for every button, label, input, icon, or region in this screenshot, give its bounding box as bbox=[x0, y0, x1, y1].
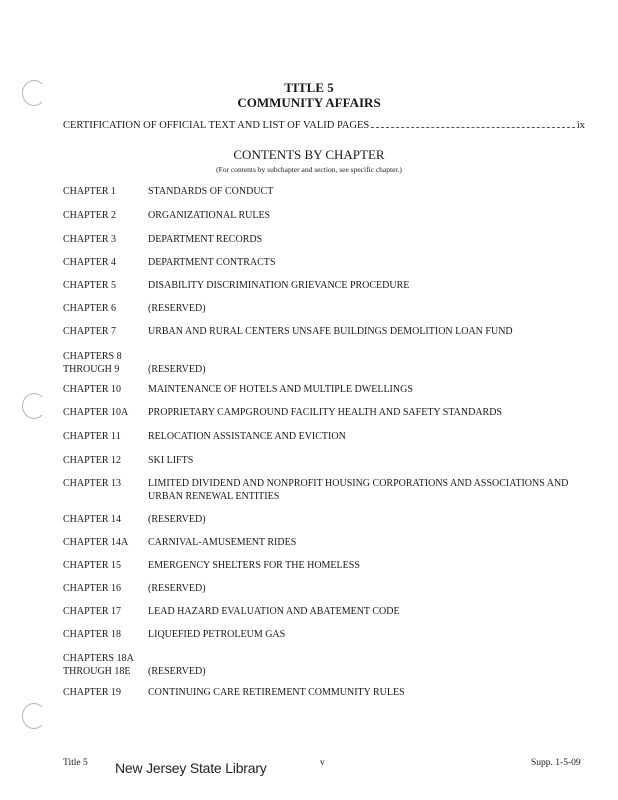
chapter-label-line: CHAPTER 17 bbox=[63, 606, 122, 617]
library-stamp: New Jersey State Library bbox=[115, 760, 267, 776]
chapter-title: (RESERVED) bbox=[148, 303, 206, 314]
chapter-label-line: CHAPTER 14A bbox=[63, 537, 129, 548]
contents-note: (For contents by subchapter and section, see specific chapter.) bbox=[216, 165, 402, 174]
chapter-label-line: CHAPTER 12 bbox=[63, 455, 122, 466]
chapter-label-line: CHAPTER 4 bbox=[63, 257, 117, 268]
chapter-title: URBAN AND RURAL CENTERS UNSAFE BUILDINGS DEMOLITION LOAN FUND bbox=[148, 326, 513, 337]
chapter-label bbox=[63, 687, 147, 700]
chapter-title: LEAD HAZARD EVALUATION AND ABATEMENT CODE bbox=[148, 606, 400, 617]
chapter-label-line: THROUGH 9 bbox=[63, 363, 120, 375]
chapter-title: (RESERVED) bbox=[148, 514, 206, 525]
chapter-label-line: CHAPTER 10 bbox=[63, 384, 122, 395]
chapter-label-line: CHAPTER 11 bbox=[63, 431, 121, 442]
chapter-label bbox=[63, 606, 147, 619]
chapter-label-line: CHAPTER 3 bbox=[63, 234, 117, 245]
punch-hole-icon bbox=[22, 393, 46, 419]
chapter-label-line: CHAPTER 10A bbox=[63, 407, 129, 418]
chapter-label-line: CHAPTER 19 bbox=[63, 687, 122, 698]
chapter-label bbox=[63, 514, 147, 527]
chapter-label-line: THROUGH 18E bbox=[63, 665, 131, 677]
chapter-label bbox=[63, 351, 147, 376]
chapter-title: (RESERVED) bbox=[148, 363, 206, 375]
page-number: v bbox=[320, 758, 325, 768]
chapter-title: LIQUEFIED PETROLEUM GAS bbox=[148, 629, 286, 640]
chapter-label bbox=[63, 455, 147, 468]
chapter-label-line: CHAPTER 6 bbox=[63, 303, 117, 314]
chapter-label bbox=[63, 537, 147, 550]
chapter-title: DISABILITY DISCRIMINATION GRIEVANCE PROCEDURE bbox=[148, 280, 410, 291]
chapter-label bbox=[63, 560, 147, 573]
certification-text: CERTIFICATION OF OFFICIAL TEXT AND LIST OF VALID PAGES bbox=[63, 120, 370, 131]
chapter-label-line: CHAPTERS 18A bbox=[63, 653, 134, 664]
punch-hole-icon bbox=[22, 80, 46, 106]
chapter-label bbox=[63, 303, 147, 316]
chapter-label bbox=[63, 210, 147, 223]
chapter-label-line: CHAPTER 7 bbox=[63, 326, 117, 337]
chapter-title: MAINTENANCE OF HOTELS AND MULTIPLE DWELLINGS bbox=[148, 384, 413, 395]
page-subtitle: COMMUNITY AFFAIRS bbox=[237, 95, 381, 110]
chapter-title: PROPRIETARY CAMPGROUND FACILITY HEALTH AND SAFETY STANDARDS bbox=[148, 407, 502, 418]
chapter-label bbox=[63, 280, 147, 293]
chapter-label-line: CHAPTER 1 bbox=[63, 186, 117, 197]
chapter-label-line: CHAPTER 2 bbox=[63, 210, 117, 221]
chapter-title: EMERGENCY SHELTERS FOR THE HOMELESS bbox=[148, 560, 360, 571]
chapter-label bbox=[63, 653, 147, 678]
chapter-title: (RESERVED) bbox=[148, 583, 206, 594]
chapter-label bbox=[63, 234, 147, 247]
chapter-label bbox=[63, 407, 147, 420]
chapter-title: SKI LIFTS bbox=[148, 455, 194, 466]
chapter-title: DEPARTMENT CONTRACTS bbox=[148, 257, 276, 268]
supplement-date: Supp. 1-5-09 bbox=[531, 758, 581, 768]
chapter-label-line: CHAPTER 13 bbox=[63, 478, 122, 489]
chapter-label bbox=[63, 583, 147, 596]
chapter-label-line: CHAPTER 16 bbox=[63, 583, 122, 594]
punch-hole-icon bbox=[22, 703, 46, 729]
footer-title: Title 5 bbox=[63, 758, 88, 768]
chapter-title: RELOCATION ASSISTANCE AND EVICTION bbox=[148, 431, 346, 442]
certification-line bbox=[63, 120, 585, 131]
chapter-label-line: CHAPTER 15 bbox=[63, 560, 122, 571]
chapter-title: CARNIVAL-AMUSEMENT RIDES bbox=[148, 537, 297, 548]
chapter-label bbox=[63, 384, 147, 397]
certification-page: ix bbox=[576, 120, 585, 131]
chapter-title: CONTINUING CARE RETIREMENT COMMUNITY RULES bbox=[148, 687, 405, 698]
chapter-label bbox=[63, 186, 147, 199]
chapter-title: DEPARTMENT RECORDS bbox=[148, 234, 263, 245]
chapter-label bbox=[63, 326, 147, 339]
chapter-title: STANDARDS OF CONDUCT bbox=[148, 186, 274, 197]
chapter-title: (RESERVED) bbox=[148, 665, 206, 677]
chapter-label bbox=[63, 629, 147, 642]
chapter-title: ORGANIZATIONAL RULES bbox=[148, 210, 271, 221]
chapter-label-line: CHAPTER 18 bbox=[63, 629, 122, 640]
chapter-label bbox=[63, 478, 147, 491]
chapter-label-line: CHAPTER 5 bbox=[63, 280, 117, 291]
chapter-label-line: CHAPTERS 8 bbox=[63, 351, 122, 362]
chapter-label-line: CHAPTER 14 bbox=[63, 514, 122, 525]
chapter-label bbox=[63, 257, 147, 270]
page-title: TITLE 5 bbox=[284, 80, 334, 95]
leader-dots bbox=[371, 126, 575, 128]
chapter-title: LIMITED DIVIDEND AND NONPROFIT HOUSING CORPORATIONS AND ASSOCIATIONS AND URBAN RENEWAL ENTITIES bbox=[148, 478, 569, 502]
contents-heading: CONTENTS BY CHAPTER bbox=[233, 147, 385, 162]
chapter-label bbox=[63, 431, 147, 444]
